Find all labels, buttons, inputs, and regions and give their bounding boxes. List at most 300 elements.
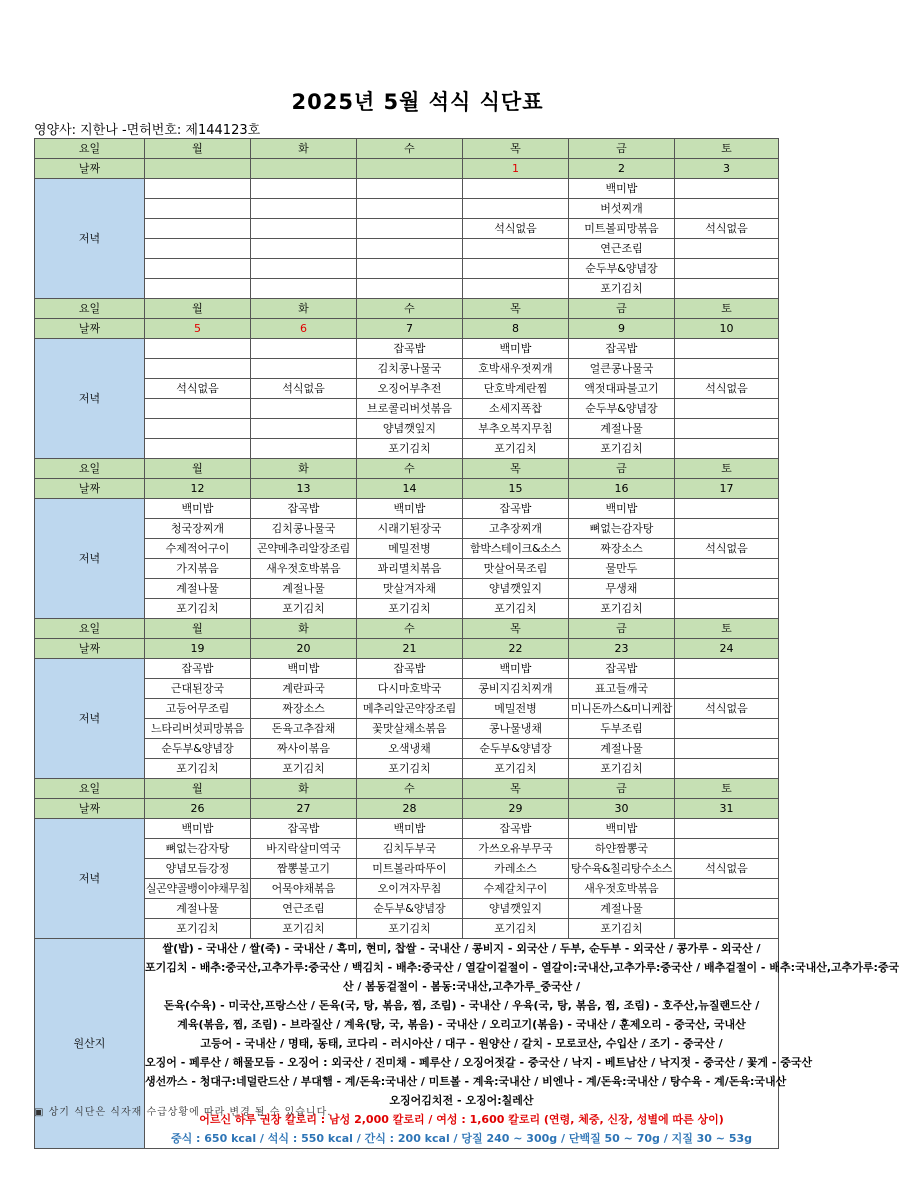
meal-row: [35, 179, 779, 199]
date-cell: 22: [463, 639, 569, 659]
menu-item: [675, 899, 779, 919]
menu-item: 백미밥: [251, 659, 357, 679]
menu-item: [357, 239, 463, 259]
date-row: [35, 319, 779, 339]
menu-item: 포기김치: [569, 599, 675, 619]
date-cell: 23: [569, 639, 675, 659]
menu-item: 순두부&양념장: [569, 399, 675, 419]
menu-item: [675, 719, 779, 739]
menu-item: 잡곡밥: [463, 819, 569, 839]
menu-item: 짜장소스: [251, 699, 357, 719]
menu-item: [675, 499, 779, 519]
menu-item: 잡곡밥: [357, 659, 463, 679]
menu-item: [675, 579, 779, 599]
meal-row: [35, 439, 779, 459]
nutrition-info: 중식 : 650 kcal / 석식 : 550 kcal / 간식 : 200 kcal / 당질 240 ~ 300g / 단백질 50 ~ 70g / 지질 30 ~ 53g: [170, 1132, 753, 1145]
weekday-cell: 목: [463, 619, 569, 639]
menu-item: 단호박계란찜: [463, 379, 569, 399]
menu-item: 석식없음: [145, 379, 251, 399]
menu-item: 청국장찌개: [145, 519, 251, 539]
weekday-cell: 수: [357, 619, 463, 639]
dinner-label: 저녁: [35, 819, 145, 939]
menu-item: 백미밥: [463, 659, 569, 679]
date-cell: 1: [463, 159, 569, 179]
page-title: 2025년 5월 석식 식단표: [291, 90, 544, 114]
menu-item: 두부조림: [569, 719, 675, 739]
menu-item: 오색냉채: [357, 739, 463, 759]
menu-item: 포기김치: [145, 759, 251, 779]
menu-item: [675, 239, 779, 259]
menu-item: 탕수육&칠리탕수소스: [569, 859, 675, 879]
menu-item: [145, 399, 251, 419]
meal-row: [35, 239, 779, 259]
menu-item: 석식없음: [463, 219, 569, 239]
menu-item: 뼈없는감자탕: [145, 839, 251, 859]
meal-row: [35, 359, 779, 379]
menu-item: [675, 819, 779, 839]
menu-item: 오이겨자무침: [357, 879, 463, 899]
menu-item: [675, 399, 779, 419]
menu-item: 백미밥: [357, 819, 463, 839]
menu-item: [251, 399, 357, 419]
dinner-label: 저녁: [35, 659, 145, 779]
menu-item: 계절나물: [145, 579, 251, 599]
meal-row: [35, 659, 779, 679]
menu-item: 어묵야채볶음: [251, 879, 357, 899]
menu-item: [145, 339, 251, 359]
weekday-cell: 금: [569, 619, 675, 639]
menu-item: [145, 179, 251, 199]
menu-item: 포기김치: [463, 599, 569, 619]
weekday-cell: 금: [569, 139, 675, 159]
menu-item: 포기김치: [251, 759, 357, 779]
meal-row: [35, 219, 779, 239]
date-label: 날짜: [35, 479, 145, 499]
date-cell: 30: [569, 799, 675, 819]
menu-item: [675, 439, 779, 459]
menu-item: 잡곡밥: [251, 499, 357, 519]
date-cell: 7: [357, 319, 463, 339]
menu-item: 가쓰오유부무국: [463, 839, 569, 859]
meal-row: [35, 919, 779, 939]
meal-row: [35, 859, 779, 879]
menu-item: [463, 259, 569, 279]
origin-line: 돈육(수육) - 미국산,프랑스산 / 돈육(국, 탕, 볶음, 찜, 조림) - 국내산 / 우육(국, 탕, 볶음, 찜, 조림) - 호주산,뉴질랜드산 /: [163, 999, 760, 1012]
weekday-cell: 화: [251, 139, 357, 159]
footnote: ▣ 상기 식단은 식자재 수급상황에 따라 변경 될 수 있습니다.: [34, 1107, 332, 1118]
menu-item: [675, 919, 779, 939]
weekday-cell: 금: [569, 299, 675, 319]
meal-row: [35, 519, 779, 539]
menu-item: 새우젓호박볶음: [569, 879, 675, 899]
meal-row: [35, 759, 779, 779]
meal-row: [35, 199, 779, 219]
menu-item: 무생채: [569, 579, 675, 599]
dietitian-info: 영양사: 지한나 -면허번호: 제144123호: [34, 123, 261, 138]
date-cell: 31: [675, 799, 779, 819]
dinner-label: 저녁: [35, 339, 145, 459]
date-cell: 2: [569, 159, 675, 179]
meal-row: [35, 499, 779, 519]
day-label: 요일: [35, 779, 145, 799]
menu-item: [675, 419, 779, 439]
calorie-warning: 어르신 하루 권장 칼로리 : 남성 2,000 칼로리 / 여성 : 1,600 칼로리 (연령, 체중, 신장, 성별에 따른 상이): [199, 1113, 724, 1126]
weekday-cell: 금: [569, 459, 675, 479]
origin-line: 고등어 - 국내산 / 명태, 동태, 코다리 - 러시아산 / 대구 - 원양산 / 갈치 - 모로코산, 수입산 / 조기 - 중국산 /: [200, 1037, 723, 1050]
meal-row: [35, 539, 779, 559]
menu-item: 포기김치: [569, 759, 675, 779]
menu-item: 포기김치: [145, 599, 251, 619]
menu-item: 표고들깨국: [569, 679, 675, 699]
menu-item: [145, 359, 251, 379]
menu-item: 메추리알곤약장조림: [357, 699, 463, 719]
date-row: [35, 639, 779, 659]
menu-item: 양념모듬강정: [145, 859, 251, 879]
menu-item: 양념깻잎지: [463, 579, 569, 599]
menu-item: [251, 359, 357, 379]
menu-item: [675, 759, 779, 779]
menu-item: 석식없음: [675, 219, 779, 239]
menu-item: 연근조림: [251, 899, 357, 919]
menu-item: 포기김치: [463, 919, 569, 939]
weekday-row: [35, 299, 779, 319]
menu-item: [251, 439, 357, 459]
menu-item: 석식없음: [675, 699, 779, 719]
menu-item: 백미밥: [569, 179, 675, 199]
weekday-cell: 화: [251, 459, 357, 479]
menu-item: 순두부&양념장: [569, 259, 675, 279]
menu-item: [145, 439, 251, 459]
meal-row: [35, 259, 779, 279]
menu-item: 맛살겨자채: [357, 579, 463, 599]
weekday-cell: 화: [251, 779, 357, 799]
menu-item: 브로콜리버섯볶음: [357, 399, 463, 419]
weekday-cell: 월: [145, 779, 251, 799]
menu-item: [251, 199, 357, 219]
menu-item: 짬뽕불고기: [251, 859, 357, 879]
menu-item: [251, 339, 357, 359]
menu-item: 부추오복지무침: [463, 419, 569, 439]
date-cell: 27: [251, 799, 357, 819]
day-label: 요일: [35, 139, 145, 159]
menu-item: 백미밥: [569, 819, 675, 839]
weekday-cell: 목: [463, 139, 569, 159]
meal-row: [35, 739, 779, 759]
dinner-label: 저녁: [35, 499, 145, 619]
menu-item: 백미밥: [145, 499, 251, 519]
menu-item: [463, 199, 569, 219]
menu-item: 순두부&양념장: [463, 739, 569, 759]
menu-item: [145, 279, 251, 299]
menu-item: [675, 259, 779, 279]
menu-item: 미니돈까스&미니케찹: [569, 699, 675, 719]
menu-item: 수제갈치구이: [463, 879, 569, 899]
menu-item: 계절나물: [145, 899, 251, 919]
menu-item: 느타리버섯피망볶음: [145, 719, 251, 739]
menu-item: 잡곡밥: [145, 659, 251, 679]
weekday-cell: 목: [463, 299, 569, 319]
menu-item: 꽃맛살채소볶음: [357, 719, 463, 739]
menu-item: 김치콩나물국: [251, 519, 357, 539]
menu-item: 함박스테이크&소스: [463, 539, 569, 559]
date-cell: 26: [145, 799, 251, 819]
menu-item: [145, 259, 251, 279]
menu-item: [675, 279, 779, 299]
meal-row: [35, 899, 779, 919]
day-label: 요일: [35, 299, 145, 319]
date-cell: 6: [251, 319, 357, 339]
date-cell: 12: [145, 479, 251, 499]
date-cell: 14: [357, 479, 463, 499]
weekday-cell: 월: [145, 619, 251, 639]
date-cell: 19: [145, 639, 251, 659]
menu-item: 하얀짬뽕국: [569, 839, 675, 859]
date-cell: 8: [463, 319, 569, 339]
menu-item: 순두부&양념장: [357, 899, 463, 919]
weekday-cell: 목: [463, 779, 569, 799]
menu-item: [675, 739, 779, 759]
menu-item: 잡곡밥: [251, 819, 357, 839]
origin-line: 쌀(밥) - 국내산 / 쌀(죽) - 국내산 / 흑미, 현미, 찹쌀 - 국내산 / 콩비지 - 외국산 / 두부, 순두부 - 외국산 / 콩가루 - 외국산 /: [162, 942, 761, 955]
menu-item: 양념깻잎지: [357, 419, 463, 439]
menu-item: [675, 519, 779, 539]
menu-item: [357, 219, 463, 239]
weekday-cell: 토: [675, 459, 779, 479]
menu-item: 잡곡밥: [569, 339, 675, 359]
date-label: 날짜: [35, 639, 145, 659]
menu-item: [145, 419, 251, 439]
menu-item: 메밀전병: [463, 699, 569, 719]
menu-item: 미트볼라따뚜이: [357, 859, 463, 879]
date-label: 날짜: [35, 799, 145, 819]
date-cell: 5: [145, 319, 251, 339]
menu-item: 계절나물: [569, 419, 675, 439]
menu-item: 곤약메추리알장조림: [251, 539, 357, 559]
menu-item: 잡곡밥: [463, 499, 569, 519]
weekday-cell: 토: [675, 139, 779, 159]
date-cell: 20: [251, 639, 357, 659]
meal-row: [35, 559, 779, 579]
origin-line: 포기김치 - 배추:중국산,고추가루:중국산 / 백김치 - 배추:중국산 / 열갈이겉절이 - 열갈이:국내산,고추가루:중국산 / 배추겉절이 - 배추:국내산,고추가루:중국: [145, 961, 899, 974]
date-cell: 16: [569, 479, 675, 499]
meal-row: [35, 399, 779, 419]
menu-item: 포기김치: [569, 279, 675, 299]
weekday-cell: 수: [357, 299, 463, 319]
weekday-cell: 수: [357, 459, 463, 479]
menu-item: [675, 559, 779, 579]
date-cell: [251, 159, 357, 179]
date-label: 날짜: [35, 159, 145, 179]
menu-item: 돈육고추잡채: [251, 719, 357, 739]
menu-item: 포기김치: [569, 439, 675, 459]
menu-item: 오징어부추전: [357, 379, 463, 399]
meal-row: [35, 419, 779, 439]
menu-item: [463, 179, 569, 199]
weekday-cell: 토: [675, 619, 779, 639]
meal-row: [35, 839, 779, 859]
menu-item: 석식없음: [675, 379, 779, 399]
menu-item: [357, 279, 463, 299]
weekday-cell: 목: [463, 459, 569, 479]
menu-item: 석식없음: [251, 379, 357, 399]
menu-item: 수제적어구이: [145, 539, 251, 559]
menu-item: 액젓대파불고기: [569, 379, 675, 399]
menu-item: [145, 239, 251, 259]
date-cell: 3: [675, 159, 779, 179]
menu-item: 바지락살미역국: [251, 839, 357, 859]
meal-row: [35, 579, 779, 599]
weekday-row: [35, 779, 779, 799]
date-cell: 9: [569, 319, 675, 339]
menu-item: 계절나물: [569, 739, 675, 759]
menu-item: 잡곡밥: [569, 659, 675, 679]
weekday-cell: 토: [675, 299, 779, 319]
menu-item: [675, 659, 779, 679]
menu-item: 고등어무조림: [145, 699, 251, 719]
weekday-row: [35, 139, 779, 159]
date-cell: 28: [357, 799, 463, 819]
menu-item: 포기김치: [357, 919, 463, 939]
meal-row: [35, 339, 779, 359]
meal-row: [35, 599, 779, 619]
menu-item: 근대된장국: [145, 679, 251, 699]
date-row: [35, 479, 779, 499]
menu-item: [251, 279, 357, 299]
menu-item: [675, 879, 779, 899]
date-cell: 10: [675, 319, 779, 339]
menu-item: [357, 179, 463, 199]
menu-item: 양념깻잎지: [463, 899, 569, 919]
menu-item: [357, 199, 463, 219]
weekday-cell: 토: [675, 779, 779, 799]
date-cell: 17: [675, 479, 779, 499]
menu-item: 고추장찌개: [463, 519, 569, 539]
menu-item: [251, 219, 357, 239]
menu-item: 맛살어묵조림: [463, 559, 569, 579]
menu-item: [251, 259, 357, 279]
menu-item: 포기김치: [357, 759, 463, 779]
menu-item: 백미밥: [463, 339, 569, 359]
date-cell: 21: [357, 639, 463, 659]
menu-item: 포기김치: [251, 919, 357, 939]
menu-item: 포기김치: [569, 919, 675, 939]
menu-item: [675, 359, 779, 379]
menu-item: 김치콩나물국: [357, 359, 463, 379]
menu-item: 잡곡밥: [357, 339, 463, 359]
menu-item: 가지볶음: [145, 559, 251, 579]
menu-item: 콩나물냉채: [463, 719, 569, 739]
weekday-cell: 화: [251, 619, 357, 639]
menu-item: [675, 679, 779, 699]
menu-item: 버섯찌개: [569, 199, 675, 219]
meal-row: [35, 879, 779, 899]
weekday-cell: 월: [145, 299, 251, 319]
weekday-cell: 금: [569, 779, 675, 799]
menu-item: [251, 179, 357, 199]
origin-line: 오징어김치전 - 오징어:칠레산: [389, 1094, 534, 1107]
menu-item: 시래기된장국: [357, 519, 463, 539]
menu-item: [145, 199, 251, 219]
date-cell: 29: [463, 799, 569, 819]
meal-row: [35, 679, 779, 699]
menu-item: 계란파국: [251, 679, 357, 699]
date-row: [35, 159, 779, 179]
menu-item: 석식없음: [675, 859, 779, 879]
weekday-cell: 월: [145, 459, 251, 479]
menu-item: [145, 219, 251, 239]
menu-item: 연근조림: [569, 239, 675, 259]
origin-line: 오징어 - 페루산 / 해물모듬 - 오징어 : 외국산 / 진미채 - 페루산 / 오징어젓갈 - 중국산 / 낙지 - 베트남산 / 낙지젓 - 중국산 / 꽃게 - 중국산: [145, 1056, 813, 1069]
menu-item: 메밀전병: [357, 539, 463, 559]
menu-item: 소세지폭찹: [463, 399, 569, 419]
date-cell: [357, 159, 463, 179]
menu-item: 포기김치: [463, 759, 569, 779]
menu-item: [675, 339, 779, 359]
menu-item: 얼큰콩나물국: [569, 359, 675, 379]
menu-item: [357, 259, 463, 279]
meal-row: [35, 379, 779, 399]
date-cell: 24: [675, 639, 779, 659]
menu-item: 콩비지김치찌개: [463, 679, 569, 699]
weekday-cell: 월: [145, 139, 251, 159]
menu-item: 김치두부국: [357, 839, 463, 859]
menu-table: [34, 138, 899, 1149]
dinner-label: 저녁: [35, 179, 145, 299]
menu-item: 계절나물: [569, 899, 675, 919]
menu-item: 백미밥: [569, 499, 675, 519]
menu-item: [675, 179, 779, 199]
date-label: 날짜: [35, 319, 145, 339]
menu-item: [463, 279, 569, 299]
menu-item: 순두부&양념장: [145, 739, 251, 759]
date-cell: 15: [463, 479, 569, 499]
weekday-cell: 수: [357, 139, 463, 159]
menu-item: [251, 419, 357, 439]
menu-item: 석식없음: [675, 539, 779, 559]
menu-item: 짜사이볶음: [251, 739, 357, 759]
menu-item: [675, 839, 779, 859]
menu-item: 포기김치: [357, 439, 463, 459]
menu-item: 실곤약골뱅이야채무침: [145, 879, 251, 899]
menu-item: [463, 239, 569, 259]
weekday-row: [35, 459, 779, 479]
weekday-row: [35, 619, 779, 639]
menu-item: 호박새우젓찌개: [463, 359, 569, 379]
menu-item: 카레소스: [463, 859, 569, 879]
menu-item: 백미밥: [145, 819, 251, 839]
menu-item: 물만두: [569, 559, 675, 579]
origin-line: 생선까스 - 청대구:네덜란드산 / 부대햄 - 계/돈육:국내산 / 미트볼 - 계육:국내산 / 비엔나 - 계/돈육:국내산 / 탕수육 - 계/돈육:국내산: [145, 1075, 787, 1088]
menu-item: 포기김치: [463, 439, 569, 459]
origin-line: 계육(볶음, 찜, 조림) - 브라질산 / 계육(탕, 국, 볶음) - 국내산 / 오리고기(볶음) - 국내산 / 훈제오리 - 중국산, 국내산: [177, 1018, 746, 1031]
menu-item: 꽈리멸치볶음: [357, 559, 463, 579]
meal-row: [35, 699, 779, 719]
menu-item: [251, 239, 357, 259]
origin-line: 산 / 봄동겉절이 - 봄동:국내산,고추가루_중국산 /: [342, 980, 581, 993]
meal-row: [35, 279, 779, 299]
origin-label: 원산지: [35, 939, 145, 1149]
menu-item: 포기김치: [145, 919, 251, 939]
date-cell: [145, 159, 251, 179]
meal-row: [35, 819, 779, 839]
menu-item: 짜장소스: [569, 539, 675, 559]
menu-item: 포기김치: [251, 599, 357, 619]
menu-item: 백미밥: [357, 499, 463, 519]
day-label: 요일: [35, 459, 145, 479]
menu-item: 미트볼피망볶음: [569, 219, 675, 239]
date-cell: 13: [251, 479, 357, 499]
menu-item: [675, 199, 779, 219]
